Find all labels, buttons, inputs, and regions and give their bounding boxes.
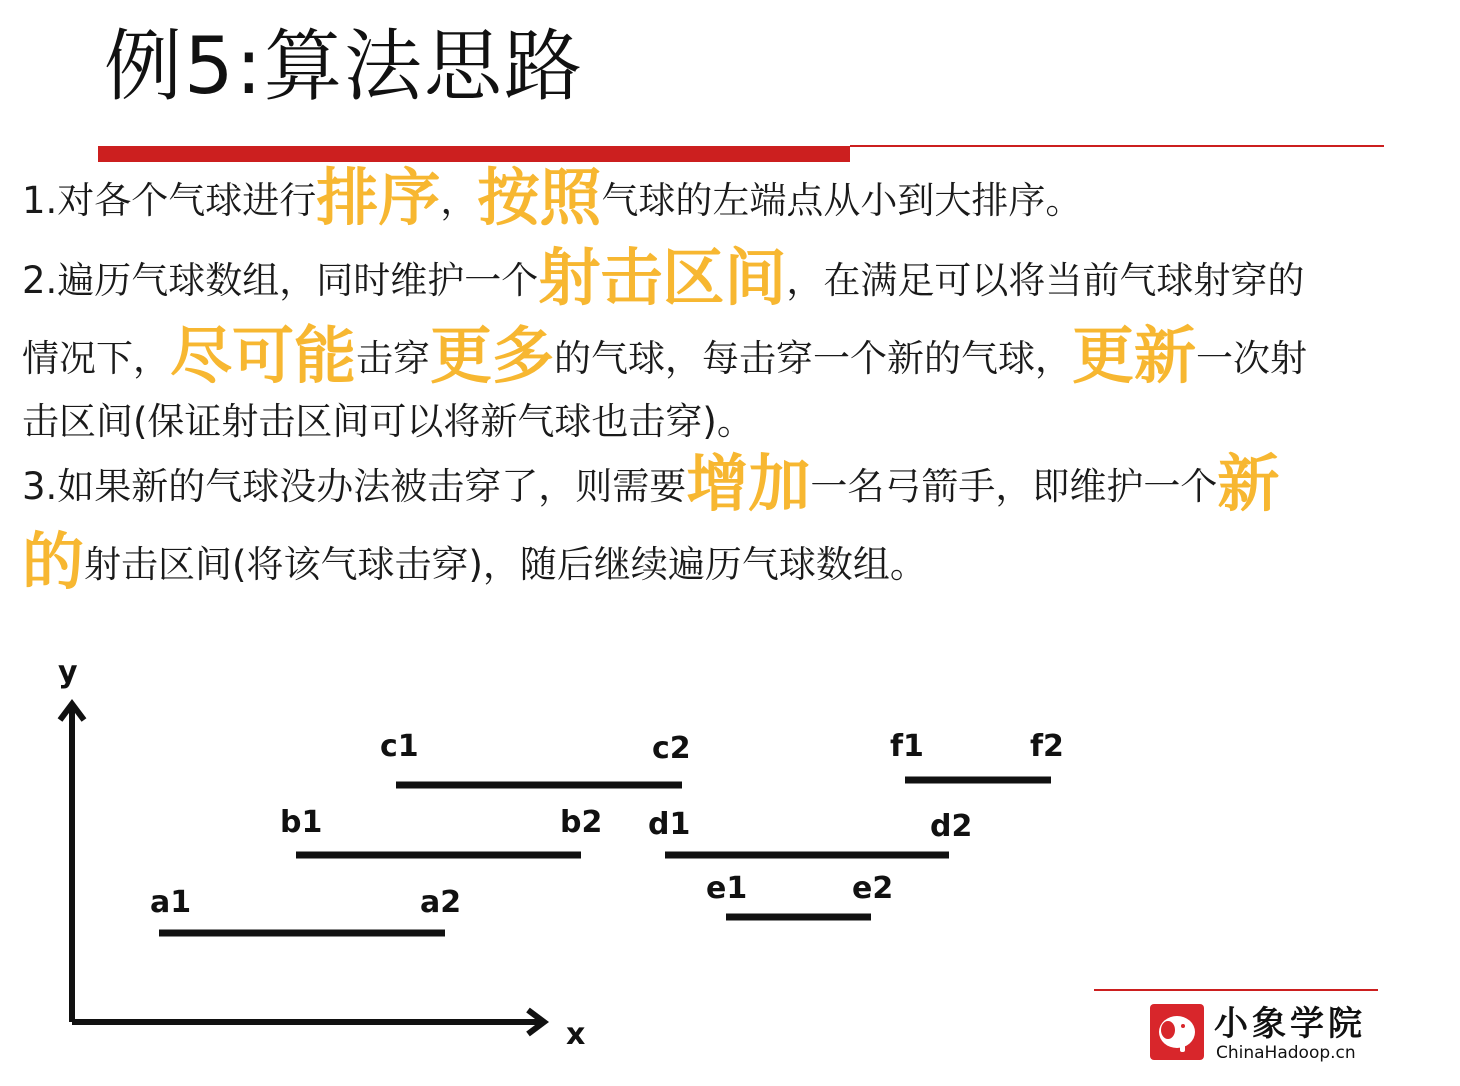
text: 情况下， (22, 337, 170, 380)
label-d2: d2 (930, 809, 973, 844)
paragraph-2-line-3 (22, 400, 1437, 444)
text: 1.对各个气球进行 (22, 179, 317, 222)
paragraph-2-line-1 (22, 241, 1437, 314)
text: 3.如果新的气球没办法被击穿了，则需要 (22, 465, 687, 508)
text: ，在满足可以将当前气球射穿的 (786, 259, 1305, 302)
title-underline-thick (98, 146, 850, 162)
title-underline-thin (850, 145, 1384, 147)
highlight: 射击区间 (538, 241, 787, 314)
label-a1: a1 (150, 885, 192, 920)
page-title: 例5:算法思路 (104, 22, 584, 112)
highlight: 更新 (1072, 319, 1197, 392)
paragraph-3-line-2 (22, 525, 1437, 598)
logo-name: 小象学院 (1214, 1004, 1366, 1044)
text: 2.遍历气球数组，同时维护一个 (22, 259, 539, 302)
label-a2: a2 (420, 885, 462, 920)
label-b1: b1 (280, 805, 323, 840)
text: 射击区间(将该气球击穿)，随后继续遍历气球数组。 (84, 543, 927, 586)
x-axis-label: x (566, 1017, 586, 1052)
paragraph-3-line-1 (22, 447, 1437, 520)
text: 的气球，每击穿一个新的气球， (554, 337, 1073, 380)
label-e1: e1 (706, 871, 748, 906)
highlight: 更多 (430, 319, 555, 392)
text: 气球的左端点从小到大排序。 (601, 179, 1083, 222)
label-f1: f1 (890, 729, 924, 764)
text: ， (440, 179, 478, 222)
label-e2: e2 (852, 871, 894, 906)
logo-url: ChinaHadoop.cn (1216, 1043, 1356, 1063)
text: 击区间(保证射击区间可以将新气球也击穿)。 (22, 400, 754, 443)
text: 击穿 (356, 337, 431, 380)
highlight: 的 (22, 525, 85, 598)
highlight: 排序 (316, 161, 441, 234)
label-f2: f2 (1030, 729, 1064, 764)
label-c1: c1 (380, 729, 419, 764)
text: 一名弓箭手，即维护一个 (810, 465, 1218, 508)
paragraph-2-line-2 (22, 319, 1437, 392)
label-d1: d1 (648, 807, 691, 842)
highlight: 按照 (477, 161, 602, 234)
label-c2: c2 (652, 731, 691, 766)
footer-rule (1094, 989, 1378, 991)
elephant-logo-icon (1150, 1004, 1204, 1060)
y-axis-label: y (58, 655, 78, 690)
highlight: 新 (1217, 447, 1280, 520)
interval-diagram (0, 640, 1100, 1086)
label-b2: b2 (560, 805, 603, 840)
text: 一次射 (1196, 337, 1308, 380)
highlight: 尽可能 (170, 319, 357, 392)
highlight: 增加 (686, 447, 811, 520)
paragraph-1 (22, 161, 1437, 234)
